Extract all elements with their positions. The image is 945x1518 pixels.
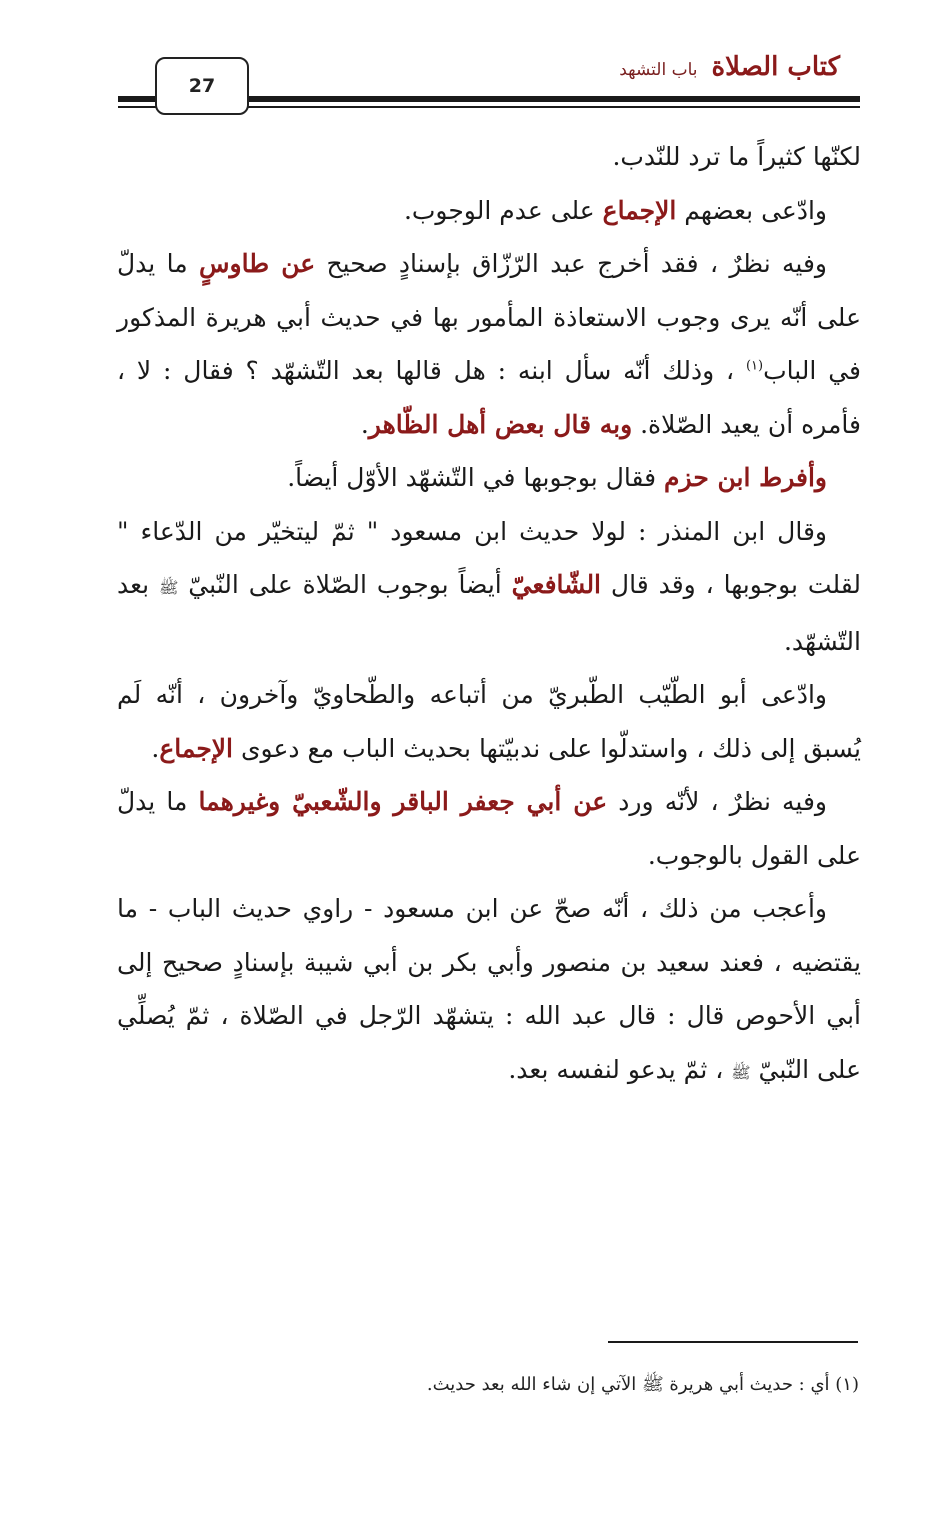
p7-text-a: وفيه نظرٌ ، لأنّه ورد xyxy=(607,787,828,816)
p6-text-a: وادّعى أبو الطّيّب الطّبريّ من أتباعه والطّحاويّ وآخرون ، أنّه لَم يُسبق إلى ذلك ، واستدلّوا على ندبيّتها بحديث الباب مع دعوى xyxy=(117,680,861,763)
p2-highlight: الإجماع xyxy=(602,195,677,225)
paragraph-8 xyxy=(117,882,861,1099)
p3-text-c: ما يدلّ على أنّه يرى وجوب الاستعاذة المأمور بها في حديث أبي هريرة المذكور في الباب xyxy=(117,249,861,385)
running-head xyxy=(619,52,840,82)
p5-highlight: الشّافعيّ xyxy=(511,570,602,599)
p8-text-a: وأعجب من ذلك ، أنّه صحّ عن ابن مسعود - راوي حديث الباب - ما يقتضيه ، فعند سعيد بن منصور وأبي بكر بن أبي شيبة بإسنادٍ صحيح إلى أبي الأحوص قال : قال عبد الله : يتشهّد الرّجل في الصّلاة ، ثمّ يُصلِّي على النّبيّ xyxy=(117,894,861,1084)
footnote-ref: (١) xyxy=(745,358,764,374)
main-text xyxy=(117,130,861,1099)
paragraph-6 xyxy=(117,668,861,775)
p2-text-a: وادّعى بعضهم xyxy=(676,195,827,225)
paragraph-3 xyxy=(117,237,861,451)
p3-text-d: ، وذلك أنّه سأل ابنه : هل قالها بعد التّشهّد ؟ فقال : لا ، فأمره أن يعيد الصّلاة. xyxy=(117,356,861,439)
p3-text-a: وفيه نظرٌ ، فقد أخرج عبد الرّزّاق بإسنادٍ صحيح xyxy=(315,249,827,278)
p7-highlight: عن أبي جعفر الباقر والشّعبيّ وغيرهما xyxy=(198,787,608,816)
p3-text-f: . xyxy=(360,409,369,439)
p5-text-c: أيضاً بوجوب الصّلاة على النّبيّ xyxy=(178,570,512,599)
p5-text-d: بعد التّشهّد. xyxy=(117,570,861,656)
p4-highlight: وأفرط ابن حزم xyxy=(664,463,827,492)
paragraph-1 xyxy=(117,130,861,184)
p5-text-a: وقال ابن المنذر : لولا حديث ابن مسعود " ثمّ ليتخيّر من الدّعاء " لقلت بوجوبها ، وقد قال xyxy=(117,516,861,599)
salutation-glyph: ﷺ xyxy=(159,578,179,597)
p2-text-c: على عدم الوجوب. xyxy=(403,195,603,225)
p1-text: لكنّها كثيراً ما ترد للنّدب. xyxy=(612,142,861,171)
footnote-divider xyxy=(608,1341,858,1343)
p6-text-c: . xyxy=(151,733,160,763)
salutation-glyph: ﷺ xyxy=(731,1062,751,1082)
p6-highlight: الإجماع xyxy=(159,733,234,763)
paragraph-5 xyxy=(117,505,861,669)
footnote: (١) أي : حديث أبي هريرة ﷺ الآتي إن شاء الله بعد حديث. xyxy=(426,1374,859,1395)
p4-text-b: فقال بوجوبها في التّشهّد الأوّل أيضاً. xyxy=(287,463,665,492)
book-title: كتاب الصلاة xyxy=(711,52,840,82)
p3-highlight-zahir: وبه قال بعض أهل الظّاهر xyxy=(368,409,633,439)
page-header xyxy=(0,0,945,120)
chapter-title: باب التشهد xyxy=(619,60,698,80)
paragraph-7 xyxy=(117,775,861,882)
p7-text-c: ما يدلّ على القول بالوجوب. xyxy=(117,787,861,870)
p3-highlight-tawus: عن طاوسٍ xyxy=(198,249,316,278)
paragraph-2 xyxy=(117,184,861,238)
p8-text-b: ، ثمّ يدعو لنفسه بعد. xyxy=(508,1054,732,1084)
page-number: 27 xyxy=(155,57,249,115)
paragraph-4 xyxy=(117,451,861,505)
